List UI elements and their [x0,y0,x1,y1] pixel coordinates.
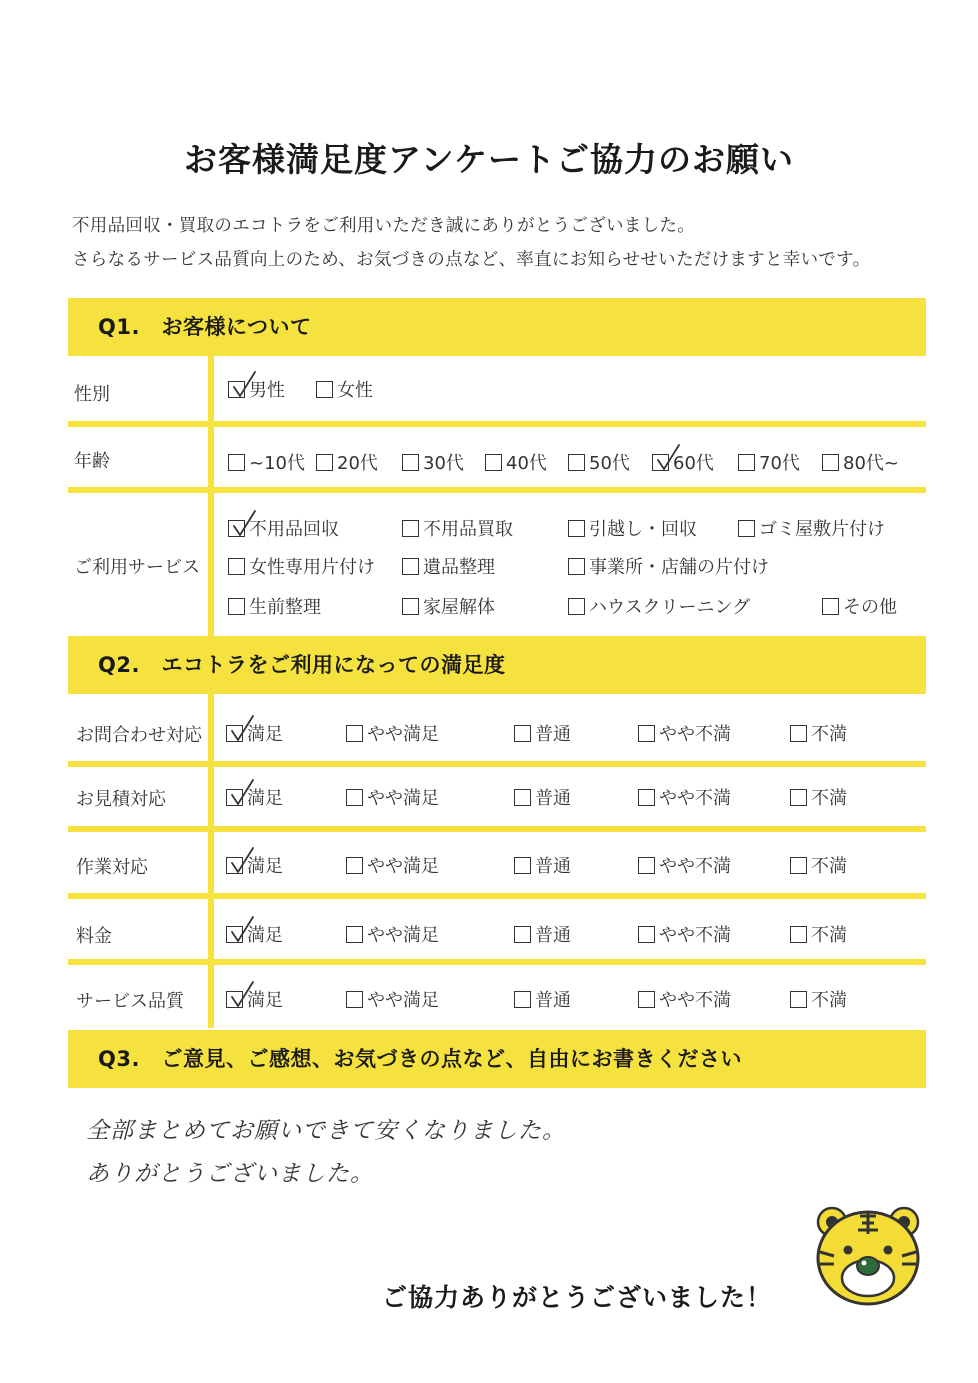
satisfaction-option[interactable] [226,852,283,878]
q2-divider [208,694,214,1028]
checkbox[interactable] [790,725,807,742]
checkbox[interactable] [638,857,655,874]
age-option[interactable] [485,449,547,475]
handwritten-check-icon [231,509,257,537]
q1-heading: Q1. お客様について [98,315,312,339]
checkbox[interactable] [514,725,531,742]
option-label: 不満 [811,925,847,946]
option-label: 普通 [535,990,571,1011]
option-label: 普通 [535,724,571,745]
option-label: やや満足 [367,724,439,745]
option-label: 満足 [247,990,283,1011]
service-option[interactable] [568,593,750,619]
option-label: 生前整理 [249,597,321,618]
option-label: その他 [843,597,897,618]
checkbox[interactable] [638,991,655,1008]
option-label: やや満足 [367,856,439,877]
q1-row-sep-2 [68,487,926,493]
option-label: やや不満 [659,724,731,745]
checkbox[interactable] [228,598,245,615]
satisfaction-option[interactable] [638,986,731,1012]
checkbox[interactable] [822,454,839,471]
option-label: やや不満 [659,788,731,809]
satisfaction-option[interactable] [638,720,731,746]
satisfaction-option[interactable] [226,784,283,810]
option-label: やや満足 [367,990,439,1011]
checkbox[interactable] [790,857,807,874]
satisfaction-option[interactable] [790,921,847,947]
satisfaction-row-label: 作業対応 [76,857,148,878]
q1-divider [208,356,214,636]
checkbox[interactable] [226,857,243,874]
option-label: 女性 [337,380,373,401]
option-label: ~10代 [249,453,305,474]
option-label: 満足 [247,856,283,877]
closing-message: ご協力ありがとうございました！ [382,1283,773,1312]
q3-answer-line-2: ありがとうございました。 [86,1161,374,1187]
option-label: 普通 [535,856,571,877]
service-option[interactable] [568,553,769,579]
age-option[interactable] [652,449,714,475]
satisfaction-option[interactable] [790,852,847,878]
service-option[interactable] [402,553,495,579]
option-label: ハウスクリーニング [589,597,751,618]
checkbox[interactable] [514,991,531,1008]
checkbox[interactable] [346,857,363,874]
satisfaction-row-label: お見積対応 [76,789,166,810]
option-label: 男性 [249,380,285,401]
option-label: 普通 [535,925,571,946]
q2-header [68,636,926,694]
checkbox[interactable] [638,725,655,742]
checkbox[interactable] [346,926,363,943]
satisfaction-option[interactable] [638,921,731,947]
q3-heading: Q3. ご意見、ご感想、お気づきの点など、自由にお書きください [98,1047,742,1071]
checkbox[interactable] [228,454,245,471]
satisfaction-row-label: お問合わせ対応 [76,725,202,746]
handwritten-check-icon [655,443,681,471]
option-label: やや不満 [659,925,731,946]
handwritten-check-icon [229,778,255,806]
checkbox[interactable] [568,598,585,615]
satisfaction-option[interactable] [514,921,571,947]
option-label: 事業所・店舗の片付け [589,557,769,578]
option-label: 40代 [506,453,547,474]
option-label: 満足 [247,925,283,946]
q2-row-sep-1 [68,761,926,767]
checkbox[interactable] [652,454,669,471]
satisfaction-option[interactable] [514,852,571,878]
option-label: 不満 [811,990,847,1011]
q3-answer-line-1: 全部まとめてお願いできて安くなりました。 [86,1118,566,1144]
checkbox[interactable] [738,454,755,471]
option-label: 不用品回収 [249,519,339,540]
service-option[interactable] [228,553,375,579]
q1-row-sep-1 [68,421,926,427]
option-label: 遺品整理 [423,557,495,578]
satisfaction-option[interactable] [346,921,439,947]
option-label: やや不満 [659,990,731,1011]
checkbox[interactable] [402,598,419,615]
q2-heading: Q2. エコトラをご利用になっての満足度 [98,653,506,677]
satisfaction-option[interactable] [790,720,847,746]
checkbox[interactable] [568,558,585,575]
checkbox[interactable] [514,857,531,874]
service-option[interactable] [228,515,339,541]
option-label: 30代 [423,453,464,474]
option-label: 引越し・回収 [589,519,697,540]
satisfaction-option[interactable] [790,784,847,810]
age-option[interactable] [738,449,800,475]
checkbox[interactable] [346,789,363,806]
service-option[interactable] [402,515,513,541]
checkbox[interactable] [638,926,655,943]
checkbox[interactable] [402,454,419,471]
age-option[interactable] [316,449,378,475]
satisfaction-option[interactable] [226,921,283,947]
satisfaction-row-label: 料金 [76,926,112,947]
satisfaction-option[interactable] [226,720,283,746]
checkbox[interactable] [790,991,807,1008]
checkbox[interactable] [638,789,655,806]
checkbox[interactable] [514,789,531,806]
checkbox[interactable] [346,725,363,742]
intro-line-2: さらなるサービス品質向上のため、お気づきの点など、率直にお知らせせいただけますと幸いです。 [72,250,871,270]
page-title: お客様満足度アンケートご協力のお願い [183,140,795,179]
option-label: 不満 [811,856,847,877]
satisfaction-option[interactable] [346,986,439,1012]
option-label: ゴミ屋敷片付け [759,519,885,540]
tiger-mascot-icon [812,1200,924,1310]
q1-header [68,298,926,356]
satisfaction-option[interactable] [514,720,571,746]
age-option[interactable] [228,449,305,475]
handwritten-check-icon [231,370,257,398]
checkbox[interactable] [226,789,243,806]
checkbox[interactable] [485,454,502,471]
satisfaction-option[interactable] [346,784,439,810]
option-label: 60代 [673,453,714,474]
option-label: 不用品買取 [423,519,513,540]
option-label: 家屋解体 [423,597,495,618]
service-label: ご利用サービス [74,557,200,578]
age-option[interactable] [822,449,899,475]
checkbox[interactable] [226,991,243,1008]
handwritten-check-icon [229,980,255,1008]
service-option[interactable] [822,593,897,619]
checkbox[interactable] [790,789,807,806]
age-label: 年齢 [74,451,110,472]
checkbox[interactable] [402,520,419,537]
service-option[interactable] [568,515,697,541]
option-label: 80代~ [843,453,899,474]
satisfaction-option[interactable] [514,986,571,1012]
satisfaction-option[interactable] [638,852,731,878]
checkbox[interactable] [790,926,807,943]
satisfaction-option[interactable] [514,784,571,810]
satisfaction-option[interactable] [790,986,847,1012]
checkbox[interactable] [568,454,585,471]
checkbox[interactable] [514,926,531,943]
option-label: 不満 [811,724,847,745]
option-label: 不満 [811,788,847,809]
gender-label: 性別 [74,384,110,405]
service-option[interactable] [738,515,885,541]
checkbox[interactable] [568,520,585,537]
satisfaction-row-label: サービス品質 [76,991,184,1012]
checkbox[interactable] [316,381,333,398]
satisfaction-option[interactable] [346,852,439,878]
option-label: やや満足 [367,925,439,946]
checkbox[interactable] [226,725,243,742]
satisfaction-option[interactable] [226,986,283,1012]
handwritten-check-icon [229,846,255,874]
gender-option[interactable] [316,376,373,402]
checkbox[interactable] [228,520,245,537]
satisfaction-option[interactable] [638,784,731,810]
option-label: 普通 [535,788,571,809]
checkbox[interactable] [402,558,419,575]
option-label: 女性専用片付け [249,557,375,578]
option-label: 満足 [247,724,283,745]
option-label: 20代 [337,453,378,474]
q2-row-sep-2 [68,826,926,832]
checkbox[interactable] [316,454,333,471]
gender-option[interactable] [228,376,285,402]
q2-row-sep-4 [68,959,926,965]
checkbox[interactable] [228,381,245,398]
checkbox[interactable] [738,520,755,537]
option-label: 満足 [247,788,283,809]
handwritten-check-icon [229,714,255,742]
checkbox[interactable] [346,991,363,1008]
q3-header [68,1030,926,1088]
service-option[interactable] [402,593,495,619]
checkbox[interactable] [228,558,245,575]
handwritten-check-icon [229,915,255,943]
service-option[interactable] [228,593,321,619]
option-label: 50代 [589,453,630,474]
intro-line-1: 不用品回収・買取のエコトラをご利用いただき誠にありがとうございました。 [72,216,695,236]
q2-row-sep-3 [68,893,926,899]
checkbox[interactable] [226,926,243,943]
age-option[interactable] [568,449,630,475]
option-label: やや満足 [367,788,439,809]
age-option[interactable] [402,449,464,475]
satisfaction-option[interactable] [346,720,439,746]
option-label: 70代 [759,453,800,474]
option-label: やや不満 [659,856,731,877]
checkbox[interactable] [822,598,839,615]
